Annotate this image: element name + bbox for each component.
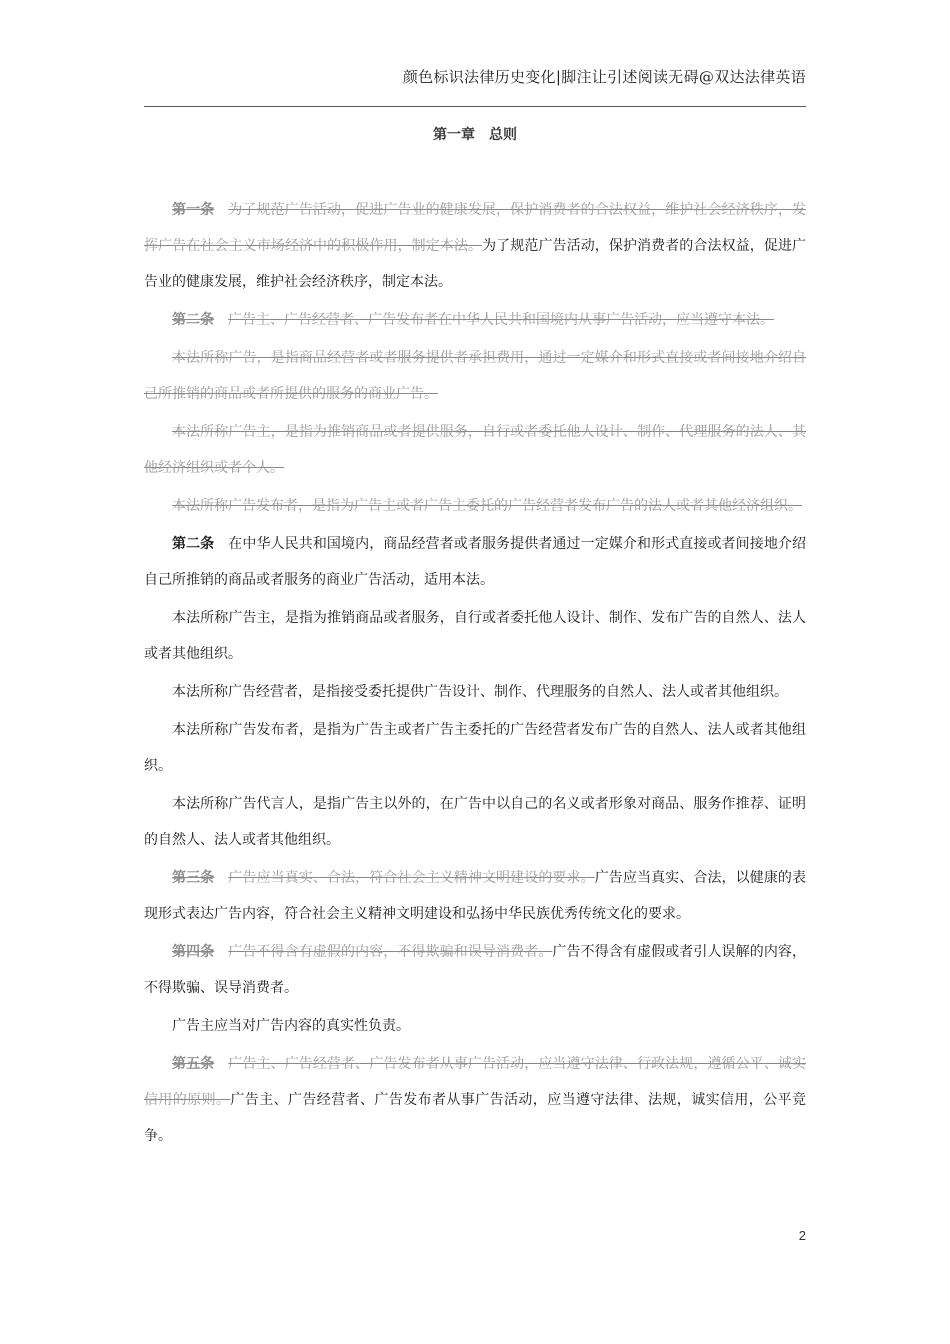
article-4-number: 第四条 — [172, 944, 215, 960]
article-1-number: 第一条 — [172, 202, 215, 218]
article-2-new-p1: 第二条 在中华人民共和国境内，商品经营者或者服务提供者通过一定媒介和形式直接或者间接地介绍自己所推销的商品或者服务的商业广告活动，适用本法。 — [144, 536, 806, 588]
article-3 — [144, 860, 806, 932]
article-3-number: 第三条 — [172, 870, 215, 886]
header-divider — [144, 106, 806, 107]
article-5-number: 第五条 — [172, 1056, 215, 1072]
article-4-p2: 广告主应当对广告内容的真实性负责。 — [172, 1018, 410, 1034]
article-4-old-text: 第四条 广告不得含有虚假的内容，不得欺骗和误导消费者。 — [172, 944, 553, 960]
article-2-old-p4: 本法所称广告发布者，是指为广告主或者广告主委托的广告经营者发布广告的法人或者其他经济组织。 — [172, 498, 802, 514]
article-5-old-text: 第五条 广告主、广告经营者、广告发布者从事广告活动，应当遵守法律、行政法规，遵循公平、诚实信用的原则。 — [144, 1056, 806, 1108]
article-4-new-text: 广告不得含有虚假或者引人误解的内容，不得欺骗、误导消费者。 — [144, 944, 807, 996]
article-4 — [144, 934, 806, 1006]
article-1-new-text: 为了规范广告活动，保护消费者的合法权益，促进广告业的健康发展，维护社会经济秩序，制定本法。 — [144, 238, 807, 290]
page-number: 2 — [798, 1228, 806, 1243]
article-2-new-p3: 本法所称广告经营者，是指接受委托提供广告设计、制作、代理服务的自然人、法人或者其他组织。 — [172, 684, 788, 700]
article-2-old-p3: 本法所称广告主，是指为推销商品或者提供服务，自行或者委托他人设计、制作、代理服务的法人、其他经济组织或者个人。 — [144, 424, 806, 476]
article-5-new-text: 广告主、广告经营者、广告发布者从事广告活动，应当遵守法律、法规，诚实信用，公平竞争。 — [144, 1092, 807, 1144]
article-2-old-number: 第二条 — [172, 312, 214, 328]
article-3-old-text: 第三条 广告应当真实、合法，符合社会主义精神文明建设的要求。 — [172, 870, 595, 886]
article-2-old-p2: 本法所称广告，是指商品经营者或者服务提供者承担费用，通过一定媒介和形式直接或者间接地介绍自己所推销的商品或者所提供的服务的商业广告。 — [144, 350, 806, 402]
article-2-old-p1: 第二条 广告主、广告经营者、广告发布者在中华人民共和国境内从事广告活动，应当遵守本法。 — [172, 312, 774, 328]
article-5 — [144, 1046, 806, 1154]
article-2-new-p5: 本法所称广告代言人，是指广告主以外的，在广告中以自己的名义或者形象对商品、服务作推荐、证明的自然人、法人或者其他组织。 — [144, 796, 806, 848]
article-1 — [144, 192, 806, 300]
chapter-title: 第一章 总则 — [433, 127, 517, 143]
page-header-title: 颜色标识法律历史变化|脚注让引述阅读无碍@双达法律英语 — [402, 68, 806, 86]
document-body — [144, 192, 806, 1156]
article-3-new-text: 广告应当真实、合法，以健康的表现形式表达广告内容，符合社会主义精神文明建设和弘扬中华民族优秀传统文化的要求。 — [144, 870, 807, 922]
article-2-new-number: 第二条 — [172, 536, 215, 552]
article-1-old-text: 第一条 为了规范广告活动，促进广告业的健康发展，保护消费者的合法权益，维护社会经济秩序，发挥广告在社会主义市场经济中的积极作用，制定本法。 — [144, 202, 806, 254]
article-2-new-p2: 本法所称广告主，是指为推销商品或者服务，自行或者委托他人设计、制作、发布广告的自然人、法人或者其他组织。 — [144, 610, 806, 662]
article-2-new-p4: 本法所称广告发布者，是指为广告主或者广告主委托的广告经营者发布广告的自然人、法人或者其他组织。 — [144, 722, 806, 774]
